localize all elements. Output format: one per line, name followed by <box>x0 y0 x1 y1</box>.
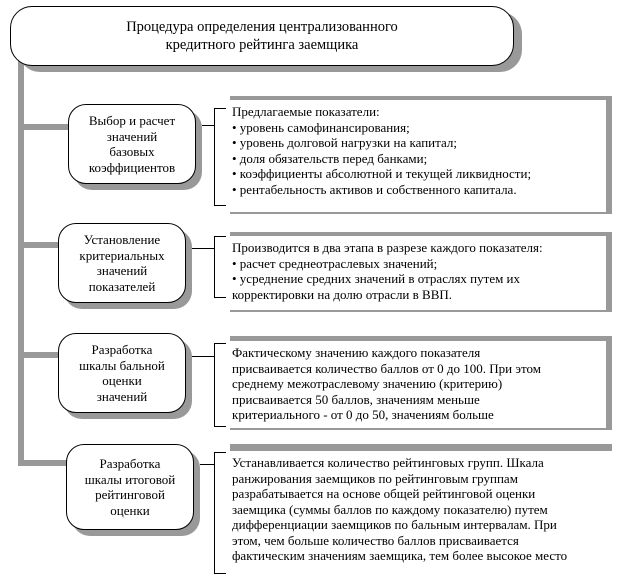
step-2-desc-line: Производится в два этапа в разрезе каждого показателя: <box>232 240 543 255</box>
step-4-desc-line: Устанавливается количество рейтинговых групп. Шкала <box>232 455 544 470</box>
step-4-label-line: оценки <box>110 502 150 518</box>
branch-connector-3 <box>18 352 62 358</box>
step-3-desc-line: среднему межотраслевому значению (критерию) <box>232 376 503 391</box>
step-4-desc-line: заемщика (суммы баллов по каждому показателю) путем <box>232 501 548 517</box>
branch-connector-2 <box>18 242 62 248</box>
step-2-label-line: значений <box>96 263 148 278</box>
step-4-desc-line: дифференциации заемщиков по бальным интервалам. При <box>232 517 557 532</box>
step-2-desc-line: корректировки на долю отрасли в ВВП. <box>232 286 453 302</box>
step-1-bracket <box>214 108 226 206</box>
step-3-bracket <box>214 343 226 427</box>
step-4-bracket <box>214 452 226 574</box>
step-2-bracket <box>214 236 226 298</box>
step-3-label-line: значений <box>96 388 148 404</box>
step-2-label-line: критериальных <box>79 247 165 263</box>
step-1-desc-line: • уровень долговой нагрузки на капитал; <box>232 135 457 150</box>
step-2-label-line: показателей <box>88 278 156 294</box>
step-2-desc-line: • расчет среднеотраслевых значений; <box>232 255 438 271</box>
step-4-box <box>66 444 194 530</box>
step-1-box <box>68 104 196 184</box>
step-3-desc-line: критериального - от 0 до 50, значениям больше <box>232 407 494 422</box>
title-box <box>10 6 514 66</box>
step-3-desc-line: присваивается количество баллов от 0 до 100. При этом <box>232 360 541 376</box>
title-line-1: Процедура определения централизованного <box>126 19 398 35</box>
step-1-label-line: значений <box>106 128 158 144</box>
branch-connector-1 <box>18 124 74 130</box>
step-4-label-line: шкалы итоговой <box>84 471 176 487</box>
step-3-description <box>226 341 606 428</box>
step-1-desc-line: Предлагаемые показатели: <box>232 104 380 119</box>
step-1-desc-line: • рентабельность активов и собственного капитала. <box>232 181 517 197</box>
step-1-label-line: коэффициентов <box>88 159 176 175</box>
step-4-desc-line: разрабатывается на основе общей рейтинговой оценки <box>232 486 536 501</box>
step-2-description <box>226 236 606 310</box>
step-4-description <box>226 451 612 574</box>
step-1-desc-line: • доля обязательств перед банками; <box>232 150 428 166</box>
step-4-desc-line: этом, чем больше количество баллов присваивается <box>232 532 519 548</box>
step-1-desc-line: • уровень самофинансирования; <box>232 119 410 135</box>
step-3-desc-line: Фактическому значению каждого показателя <box>232 345 481 360</box>
step-1-label-line: базовых <box>109 144 155 159</box>
step-4-label-line: рейтинговой <box>95 487 165 502</box>
title-line-2: кредитного рейтинга заемщика <box>165 37 359 53</box>
step-4-desc-line: фактическим значениям заемщика, тем более высокое место <box>232 548 568 563</box>
step-3-label-line: Разработка <box>91 342 153 357</box>
step-1-bracket-tick <box>202 125 214 126</box>
step-3-box <box>58 333 186 413</box>
step-1-description <box>226 100 606 212</box>
step-4-label-line: Разработка <box>99 456 161 471</box>
step-4-bracket-tick <box>200 464 214 465</box>
step-3-bracket-tick <box>192 356 214 357</box>
step-1-desc-line: • коэффициенты абсолютной и текущей ликвидности; <box>232 166 532 181</box>
step-4-desc-line: ранжирования заемщиков по рейтинговым группам <box>232 470 518 486</box>
step-2-bracket-tick <box>192 248 214 249</box>
diagram-spine <box>18 46 24 464</box>
branch-connector-4 <box>18 460 68 466</box>
step-3-label-line: шкалы бальной <box>79 357 165 373</box>
step-1-label-line: Выбор и расчет <box>88 113 176 128</box>
step-2-desc-line: • усреднение средних значений в отраслях путем их <box>232 271 521 286</box>
step-2-label-line: Установление <box>83 232 161 247</box>
step-2-box <box>58 223 186 303</box>
step-3-desc-line: присваивается 50 баллов, значениям меньше <box>232 391 480 407</box>
step-3-label-line: оценки <box>102 373 142 388</box>
